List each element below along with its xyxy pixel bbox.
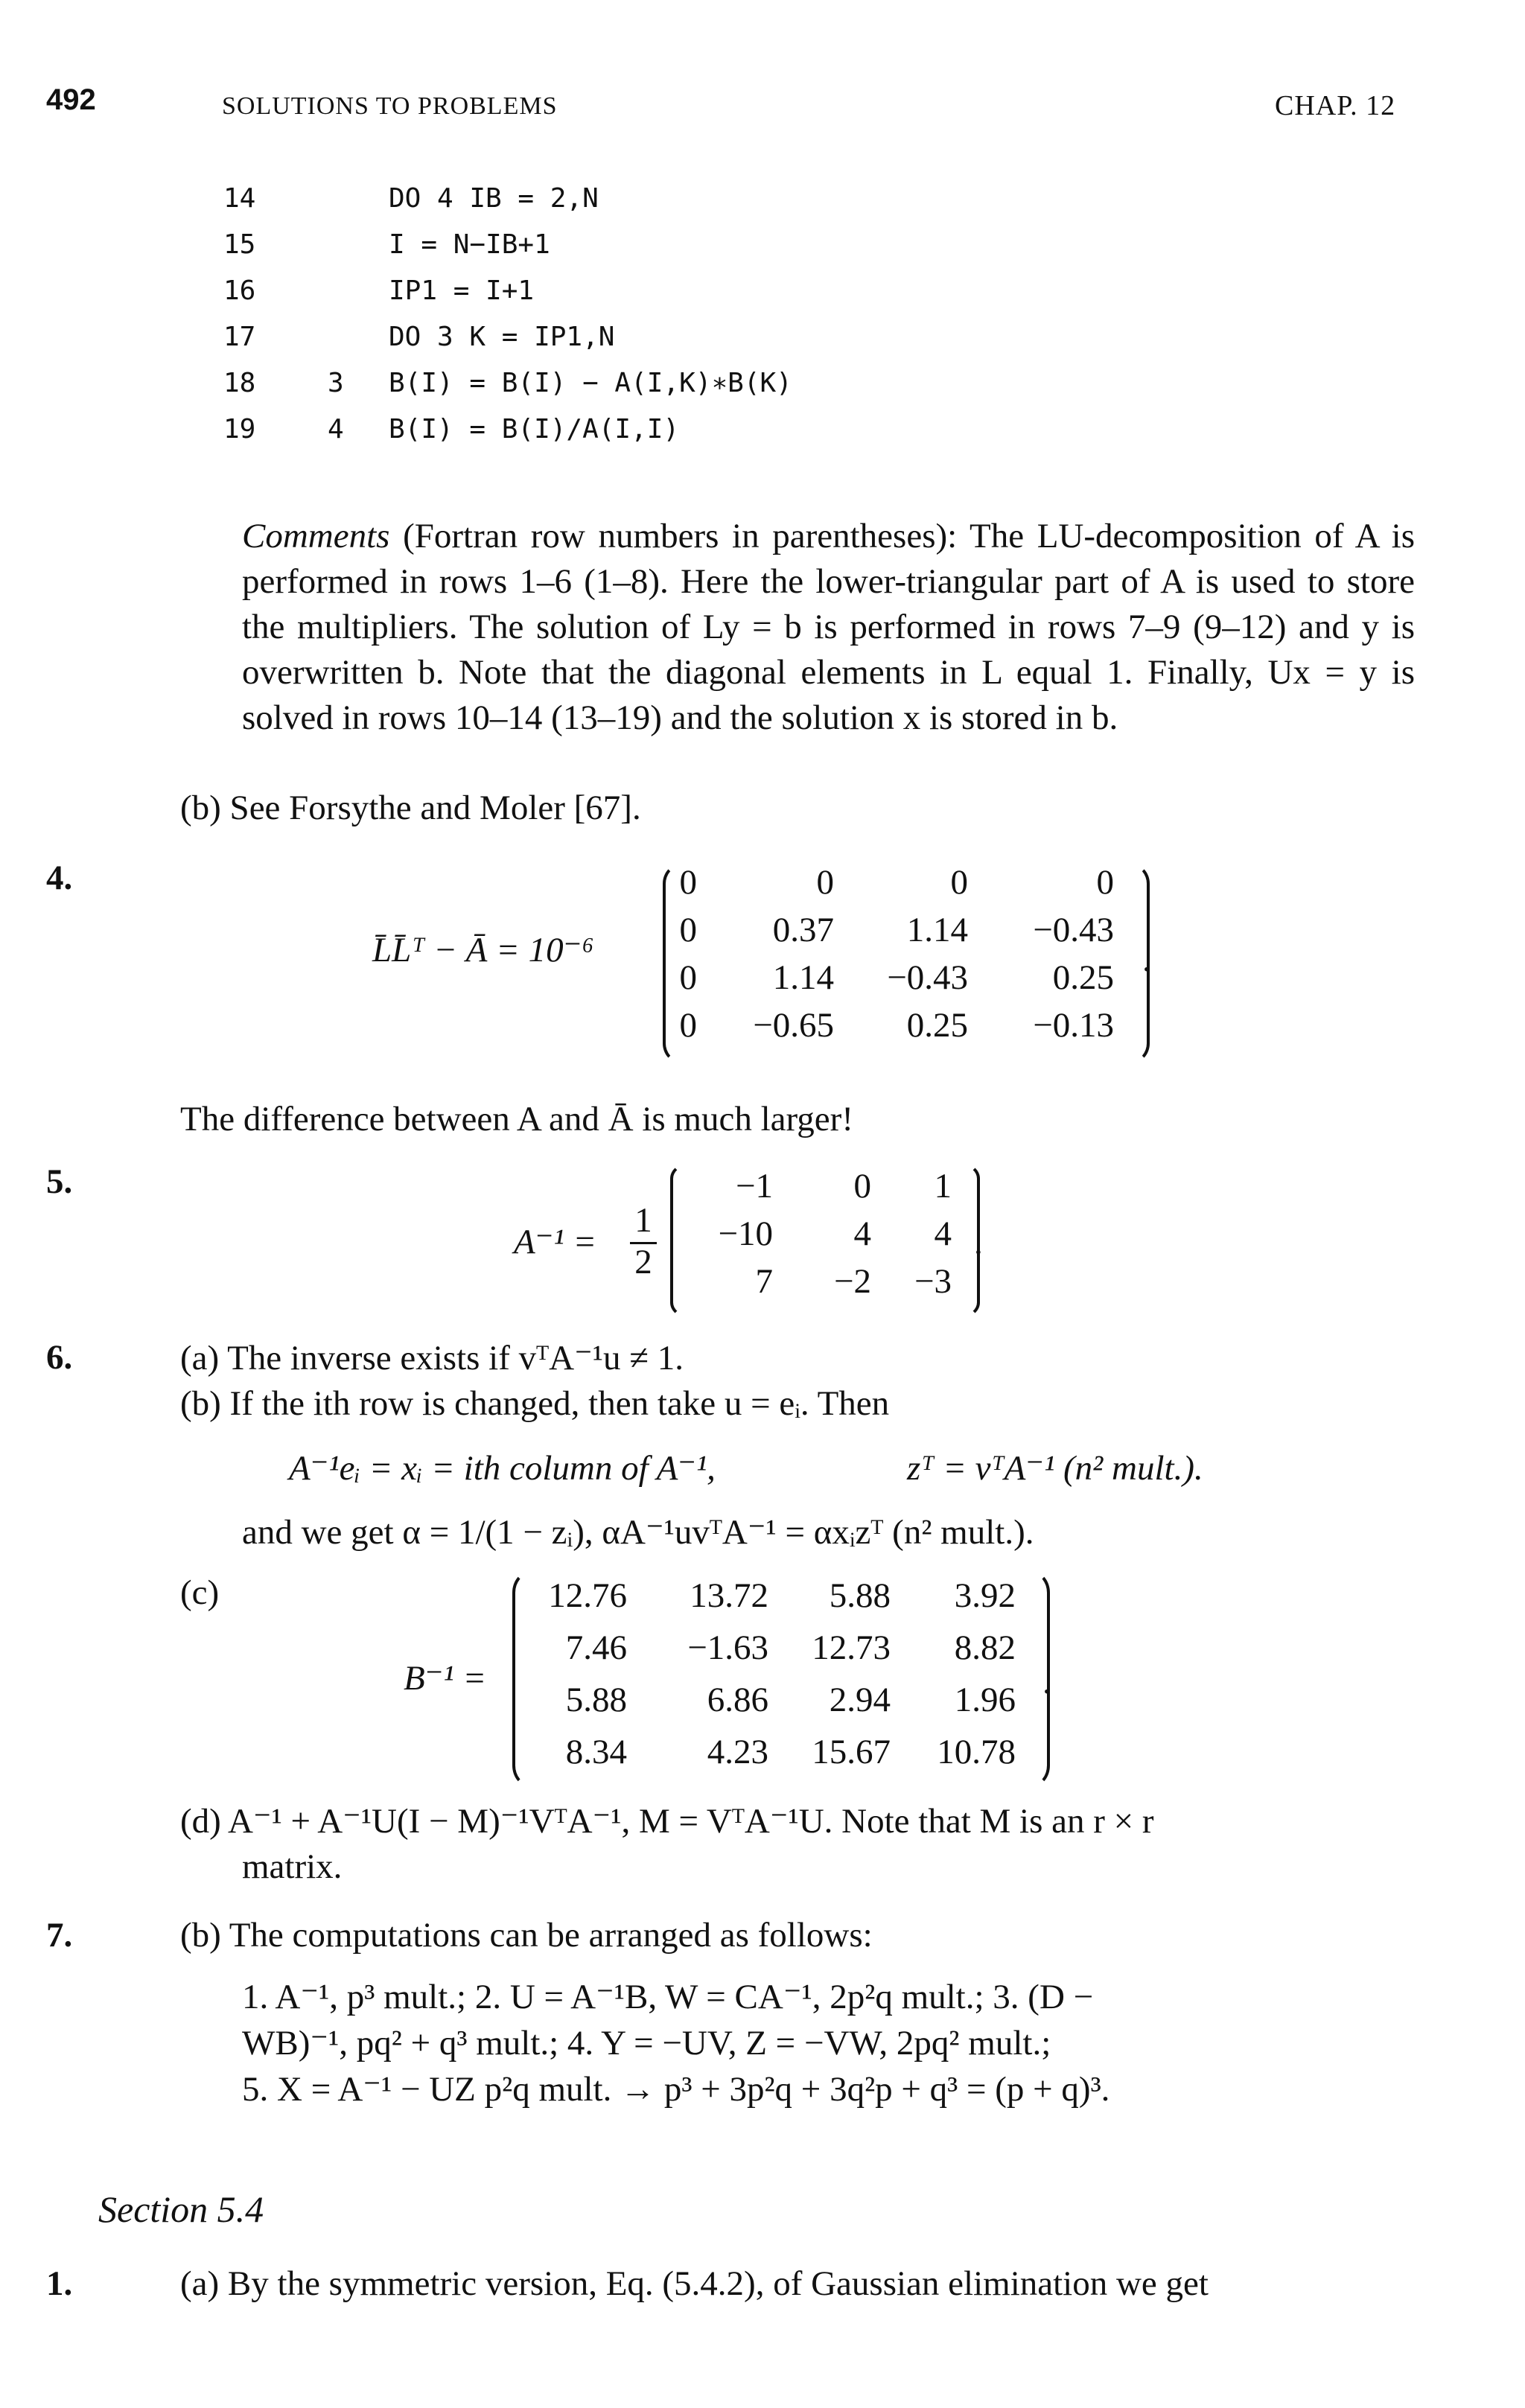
problem6-b-eq1: A⁻¹eᵢ = xᵢ = ith column of A⁻¹, (289, 1449, 716, 1488)
comments-lead: Comments (242, 517, 390, 555)
problem-number: 4. (46, 859, 73, 897)
code-statement: B(I) = B(I) − A(I,K)∗B(K) (389, 368, 792, 398)
problem6-a: (a) The inverse exists if vᵀA⁻¹u ≠ 1. (180, 1339, 684, 1377)
problem4-note: The difference between A and Ā is much larger! (180, 1100, 853, 1138)
code-label: 4 (328, 414, 344, 445)
matrix-cell: 13.72 (690, 1576, 768, 1615)
code-label: 3 (328, 368, 344, 398)
code-statement: I = N−IB+1 (389, 229, 550, 260)
matrix-cell: 0 (679, 863, 697, 902)
problem-number: 1. (46, 2264, 73, 2303)
matrix-cell: −0.65 (753, 1006, 834, 1045)
problem-number: 7. (46, 1916, 73, 1955)
code-line-number: 19 (223, 414, 256, 445)
chapter-label: CHAP. 12 (1275, 90, 1396, 121)
code-statement: DO 4 IB = 2,N (389, 183, 599, 214)
item-b-forsythe: (b) See Forsythe and Moler [67]. (180, 789, 641, 827)
page-number: 492 (46, 83, 96, 116)
matrix-cell: 4.23 (707, 1733, 768, 1771)
matrix-cell: 15.67 (812, 1733, 891, 1771)
matrix-cell: 0 (1096, 863, 1114, 902)
matrix-cell: 0 (679, 911, 697, 949)
matrix-cell: −1 (735, 1167, 773, 1205)
matrix-cell: 0.25 (906, 1006, 968, 1045)
problem-number: 5. (46, 1162, 73, 1201)
matrix-cell: 6.86 (707, 1681, 768, 1719)
matrix-cell: −3 (914, 1262, 952, 1301)
matrix-cell: 1.14 (906, 911, 968, 949)
section-item-text: (a) By the symmetric version, Eq. (5.4.2), of Gaussian elimination we get (180, 2264, 1209, 2303)
problem6-d-line2: matrix. (242, 1847, 343, 1886)
matrix-cell: 12.76 (548, 1576, 627, 1615)
fraction-numerator: 1 (634, 1201, 652, 1240)
period: . (1142, 940, 1151, 979)
code-line-number: 14 (223, 183, 256, 214)
matrix-cell: 4 (853, 1214, 871, 1253)
matrix-cell: 1.96 (954, 1681, 1016, 1719)
code-line-number: 16 (223, 275, 256, 306)
code-statement: IP1 = I+1 (389, 275, 535, 306)
period: . (974, 1223, 983, 1262)
code-statement: DO 3 K = IP1,N (389, 322, 615, 352)
matrix-cell: 0 (679, 958, 697, 997)
matrix-cell: 7 (755, 1262, 773, 1301)
code-statement: B(I) = B(I)/A(I,I) (389, 414, 680, 445)
matrix-cell: 1 (934, 1167, 952, 1205)
fraction-denominator: 2 (634, 1243, 652, 1281)
comments-paragraph (242, 514, 1415, 741)
matrix-lhs: A⁻¹ = (514, 1223, 597, 1261)
matrix-cell: 0 (853, 1167, 871, 1205)
problem6-b: (b) If the ith row is changed, then take u = eᵢ. Then (180, 1384, 890, 1423)
matrix-cell: 8.82 (954, 1628, 1016, 1667)
matrix-cell: −0.13 (1033, 1006, 1114, 1045)
problem6-d-line1: (d) A⁻¹ + A⁻¹U(I − M)⁻¹VᵀA⁻¹, M = VᵀA⁻¹U. Note that M is an r × r (180, 1802, 1154, 1841)
matrix-cell: −10 (718, 1214, 773, 1253)
code-line-number: 17 (223, 322, 256, 352)
matrix-cell: −2 (833, 1262, 871, 1301)
comments-text: (Fortran row numbers in parentheses): The LU-decomposition of A is performed in rows 1–6 (1–8). Here the lower-triangular part of A is used to store the multipliers. The solution of Ly = b is performed in rows 7–9 (9–12) and y is overwritten b. Note that the diagonal elements in L equal 1. Finally, Ux = y is solved in rows 10–14 (13–19) and the solution x is stored in b. (242, 517, 1415, 737)
matrix-cell: 0 (950, 863, 968, 902)
matrix-cell: 0.25 (1052, 958, 1114, 997)
matrix-lhs: B⁻¹ = (404, 1659, 487, 1698)
problem6-b-eq2: zᵀ = vᵀA⁻¹ (n² mult.). (907, 1449, 1203, 1488)
matrix-cell: 0 (679, 1006, 697, 1045)
matrix-cell: 10.78 (937, 1733, 1016, 1771)
problem7-line1: 1. A⁻¹, p³ mult.; 2. U = A⁻¹B, W = CA⁻¹, 2p²q mult.; 3. (D − (242, 1978, 1094, 2016)
matrix-cell: 3.92 (954, 1576, 1016, 1615)
matrix-cell: −1.63 (687, 1628, 768, 1667)
matrix-cell: 2.94 (829, 1681, 891, 1719)
matrix-cell: 1.14 (772, 958, 834, 997)
matrix-cell: 5.88 (829, 1576, 891, 1615)
matrix-cell: 12.73 (812, 1628, 891, 1667)
matrix-cell: 8.34 (565, 1733, 627, 1771)
matrix-lhs: L̄L̄ᵀ − Ā = 10⁻⁶ (372, 931, 594, 969)
matrix-cell: 4 (934, 1214, 952, 1253)
problem7-line2: WB)⁻¹, pq² + q³ mult.; 4. Y = −UV, Z = −VW, 2pq² mult.; (242, 2024, 1051, 2063)
code-line-number: 15 (223, 229, 256, 260)
item-c-label: (c) (180, 1573, 220, 1612)
period: . (1042, 1663, 1051, 1701)
matrix-cell: 5.88 (565, 1681, 627, 1719)
code-line-number: 18 (223, 368, 256, 398)
problem6-b-and: and we get α = 1/(1 − zᵢ), αA⁻¹uvᵀA⁻¹ = αxᵢzᵀ (n² mult.). (242, 1513, 1034, 1552)
matrix-cell: 7.46 (565, 1628, 627, 1667)
matrix-cell: −0.43 (1033, 911, 1114, 949)
problem7-b: (b) The computations can be arranged as follows: (180, 1916, 873, 1955)
matrix-cell: 0 (816, 863, 834, 902)
problem-number: 6. (46, 1338, 73, 1377)
matrix-cell: −0.43 (887, 958, 968, 997)
problem7-line3: 5. X = A⁻¹ − UZ p²q mult. → p³ + 3p²q + 3q²p + q³ = (p + q)³. (242, 2070, 1110, 2109)
matrix-cell: 0.37 (772, 911, 834, 949)
running-title: SOLUTIONS TO PROBLEMS (222, 92, 558, 120)
section-heading: Section 5.4 (98, 2188, 264, 2230)
